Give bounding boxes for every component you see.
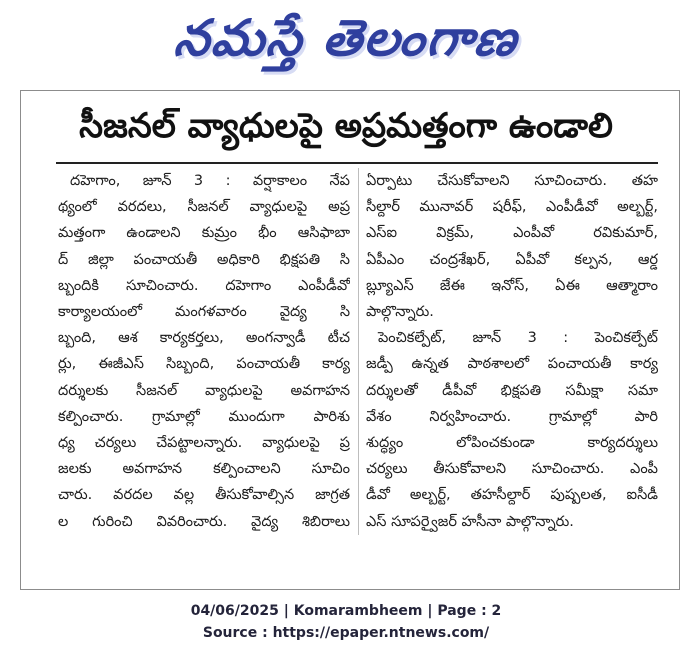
right-line: శుద్ధ్యం లోపించకుండా కార్యదర్శులు	[366, 435, 658, 452]
left-line: దహెగాం, జూన్ 3 : వర్షాకాలం నేప	[70, 173, 350, 189]
edition-info: 04/06/2025 | Komarambheem | Page : 2	[190, 603, 502, 619]
right-line: దర్శులతో డీపీవో భిక్షపతి సమీక్షా సమా	[366, 382, 658, 399]
right-line: చర్యలు తీసుకోవాలని సూచించారు. ఎంపీ	[366, 461, 658, 478]
left-line: జలకు అవగాహన కల్పించాలని సూచిం	[58, 461, 350, 478]
right-line: ఏపీఎం చంద్రశేఖర్, ఏపీవో కల్పన, ఆర్డ	[366, 251, 658, 268]
right-line: సీల్దార్ మునావర్ షరీఫ్, ఎంపీడీవో అల్బర్ట్,	[366, 199, 658, 216]
right-line: డీవో అల్బర్ట్, తహసీల్దార్ పుష్పలత, ఐసీడీ	[366, 487, 658, 504]
left-line: ర్లు, ఈజీఎస్ సిబ్బంది, పంచాయతీ కార్య	[58, 356, 350, 373]
article-left-column	[58, 168, 359, 535]
left-line: ద్ జిల్లా పంచాయతీ అధికారి భిక్షపతి సి	[58, 251, 350, 268]
source-link[interactable]: Source : https://epaper.ntnews.com/	[202, 625, 490, 641]
left-line: థ్యంలో వరదలు, సీజనల్ వ్యాధులపై అప్ర	[58, 199, 350, 216]
masthead	[0, 0, 692, 88]
right-line: పెంచికల్పేట్, జూన్ 3 : పెంచికల్పేట్	[378, 330, 658, 347]
right-line: ఎస్ఐ విక్రమ్, ఎంపీవో రవికుమార్,	[366, 225, 658, 242]
left-line: ల గురించి వివరించారు. వైద్య శిబిరాలు	[58, 513, 350, 530]
right-line: ఎస్ సూపర్వైజర్ హసీనా పాల్గొన్నారు.	[366, 513, 574, 530]
left-line: చారు. వరదల వల్ల తీసుకోవాల్సిన జాగ్రత	[58, 487, 350, 504]
left-line: బ్బందికి సూచించారు. దహెగాం ఎంపీడీవో	[58, 277, 350, 294]
footer	[0, 600, 692, 644]
article-right-column	[366, 168, 658, 535]
headline-container	[46, 104, 646, 156]
left-line: దర్శులకు సీజనల్ వ్యాధులపై అవగాహన	[58, 382, 350, 399]
left-line: ధ్య చర్యలు చేపట్టాలన్నారు. వ్యాధులపై ప్ర	[58, 435, 350, 452]
right-line: జడ్పీ ఉన్నత పాఠశాలలో పంచాయతీ కార్య	[366, 356, 658, 373]
right-line: ఏర్పాటు చేసుకోవాలని సూచించారు. తహ	[366, 173, 658, 189]
left-line: బ్బంది, ఆశ కార్యకర్తలు, అంగన్వాడీ టీచ	[58, 330, 350, 347]
left-line: కల్పించారు. గ్రామాల్లో ముందుగా పారిశు	[58, 408, 350, 425]
right-line: పాల్గొన్నారు.	[366, 304, 434, 321]
left-line: మత్తంగా ఉండాలని కుమ్రం భీం ఆసిఫాబా	[58, 225, 350, 242]
masthead-logo: నమస్తే తెలంగాణ	[171, 8, 522, 67]
left-line: కార్యాలయంలో మంగళవారం వైద్య సి	[58, 304, 350, 321]
article-headline: సీజనల్ వ్యాధులపై అప్రమత్తంగా ఉండాలి	[79, 106, 613, 146]
right-line: వేశం నిర్వహించారు. గ్రామాల్లో పారి	[366, 408, 658, 425]
headline-divider	[56, 162, 658, 164]
right-line: బ్ల్యూఎస్ జేఈ ఇనోస్, ఏఈ ఆత్మారాం	[366, 277, 658, 294]
